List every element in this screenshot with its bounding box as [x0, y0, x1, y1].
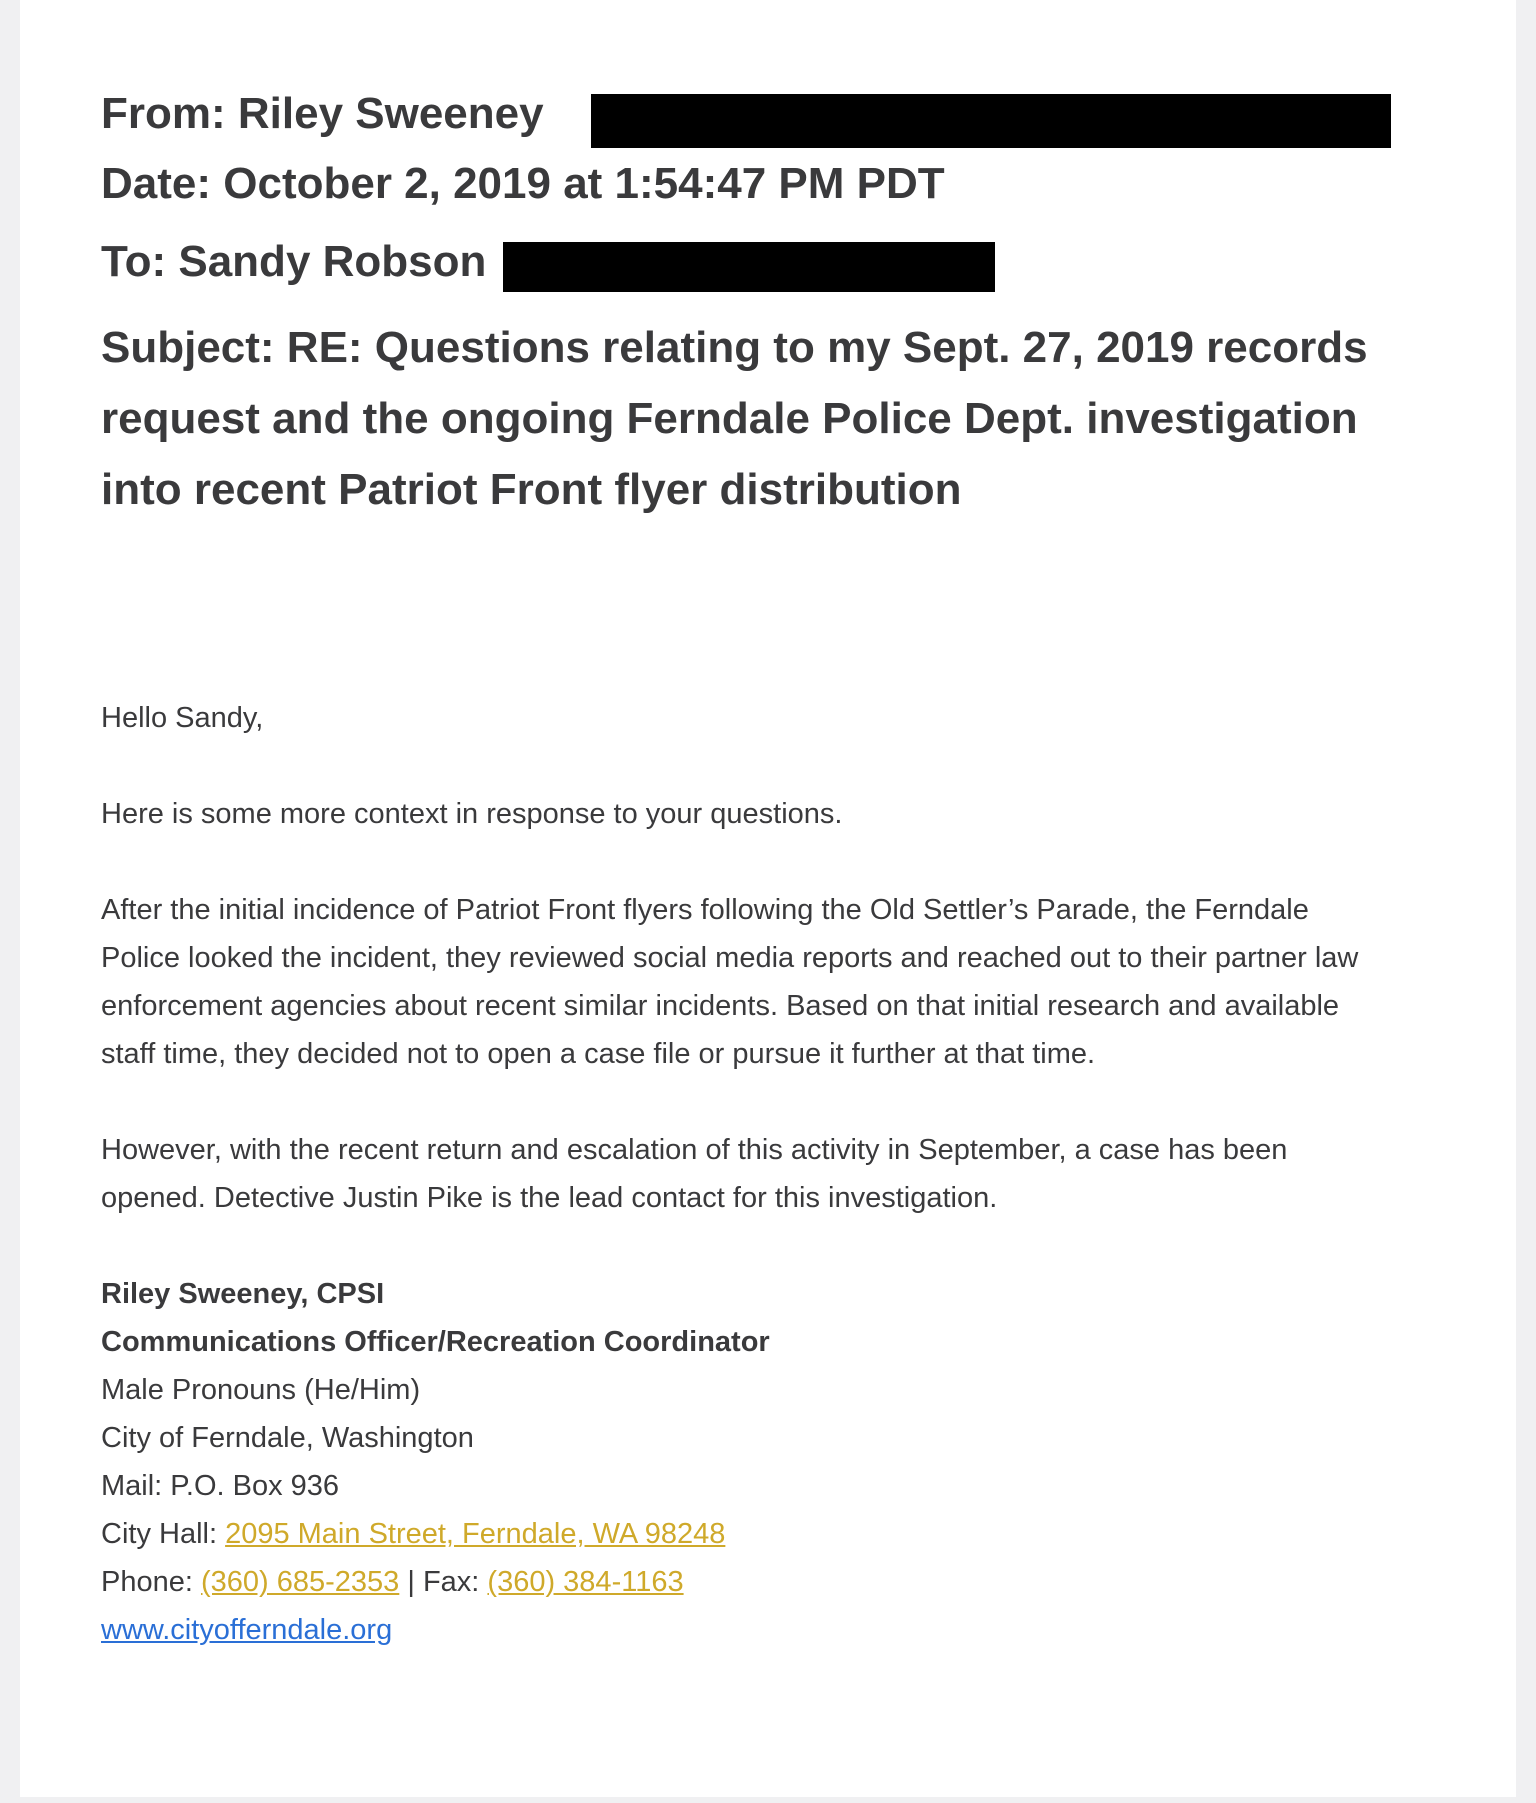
- email-signature: [101, 1270, 1391, 1654]
- subject-line: Subject: RE: Questions relating to my Sept. 27, 2019 records request and the ongoing Ferndale Police Dept. investigation into recent Patriot Front flyer distribution: [101, 323, 1368, 514]
- city-hall-label: City Hall:: [101, 1518, 226, 1550]
- redacted-to-address: [503, 242, 995, 292]
- body-paragraph-3: However, with the recent return and escalation of this activity in September, a case has been opened. Detective Justin Pike is the lead contact for this investigation.: [101, 1134, 1288, 1214]
- city-hall-address-link[interactable]: 2095 Main Street, Ferndale, WA 98248: [225, 1518, 726, 1550]
- fax-label: | Fax:: [399, 1566, 488, 1598]
- redacted-from-address: [591, 94, 1391, 148]
- signature-city-hall: [101, 1510, 1391, 1558]
- from-line: [101, 86, 1391, 156]
- signature-mail: Mail: P.O. Box 936: [101, 1470, 340, 1502]
- body-paragraph-2: After the initial incidence of Patriot Front flyers following the Old Settler’s Parade, the Ferndale Police looked the incident, they reviewed social media reports and reached out to their partner law enforcement agencies about recent similar incidents. Based on that initial research and available staff time, they decided not to open a case file or pursue it further at that time.: [101, 894, 1359, 1070]
- date-text: Date: October 2, 2019 at 1:54:47 PM PDT: [101, 159, 945, 208]
- fax-link[interactable]: (360) 384-1163: [487, 1566, 684, 1598]
- to-text: To: Sandy Robson: [101, 237, 487, 286]
- email-body: [101, 694, 1391, 1654]
- signature-pronouns: Male Pronouns (He/Him): [101, 1374, 421, 1406]
- date-line: [101, 156, 1391, 234]
- signature-title: Communications Officer/Recreation Coordinator: [101, 1326, 770, 1358]
- website-link[interactable]: www.cityofferndale.org: [101, 1614, 393, 1646]
- signature-phone-fax: [101, 1558, 1391, 1606]
- from-text: From: Riley Sweeney: [101, 89, 544, 138]
- body-paragraph-1: Here is some more context in response to your questions.: [101, 798, 843, 830]
- to-line: [101, 234, 1391, 312]
- email-page: [20, 0, 1516, 1797]
- greeting: Hello Sandy,: [101, 702, 264, 734]
- signature-website: [101, 1606, 1391, 1654]
- phone-link[interactable]: (360) 685-2353: [200, 1566, 400, 1598]
- signature-name: Riley Sweeney, CPSI: [101, 1278, 385, 1310]
- signature-org: City of Ferndale, Washington: [101, 1422, 474, 1454]
- email-header: [101, 86, 1391, 525]
- phone-label: Phone:: [101, 1566, 201, 1598]
